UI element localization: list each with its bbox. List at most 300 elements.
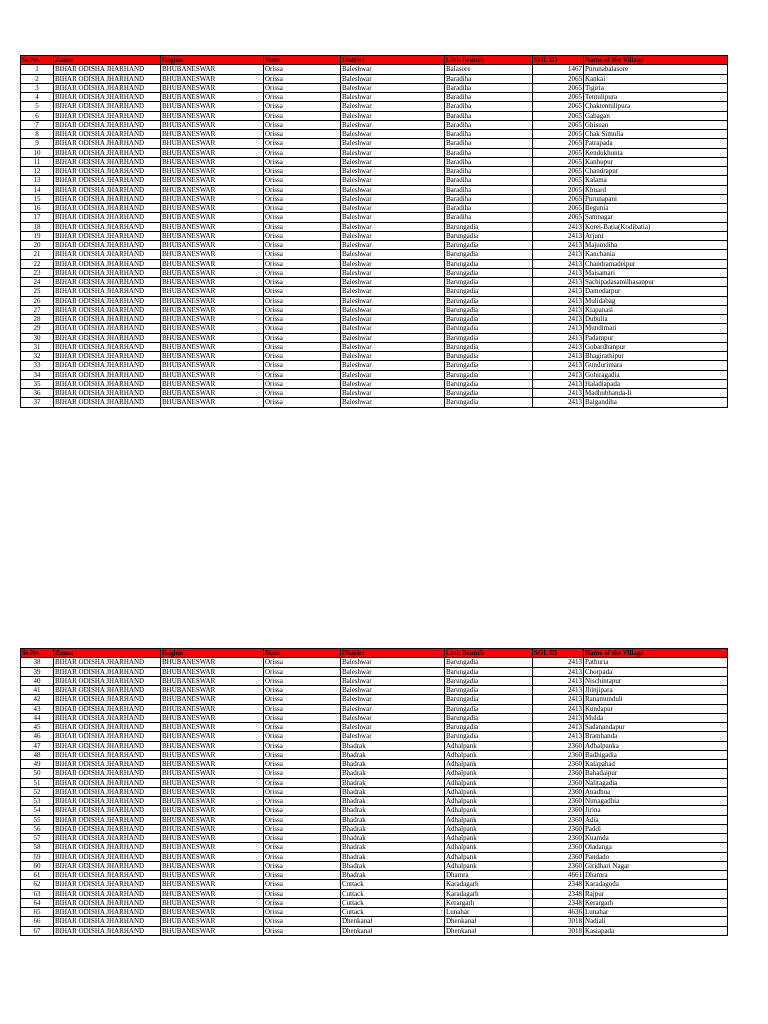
cell-village-name: Nalitagadia: [584, 778, 728, 787]
cell-state: Orissa: [264, 880, 341, 889]
cell-village-name: Ghisuan: [584, 120, 728, 129]
table-header: [21, 56, 728, 65]
cell-zone: BIHAR ODISHA JHARHAND: [54, 898, 161, 907]
cell-sol-id: 2348: [533, 898, 584, 907]
cell-zone: BIHAR ODISHA JHARHAND: [54, 713, 161, 722]
cell-sr-no: 63: [21, 889, 54, 898]
cell-sol-id: 2065: [533, 167, 584, 176]
cell-link-branch: Baradiha: [445, 176, 533, 185]
cell-district: Bhadrak: [341, 769, 445, 778]
cell-state: Orissa: [264, 806, 341, 815]
cell-village-name: Chorpada: [584, 667, 728, 676]
cell-village-name: Mulidabag: [584, 296, 728, 305]
cell-sol-id: 2065: [533, 194, 584, 203]
cell-state: Orissa: [264, 296, 341, 305]
cell-district: Baleshwar: [341, 342, 445, 351]
cell-link-branch: Barungadia: [445, 231, 533, 240]
cell-link-branch: Adhalpank: [445, 824, 533, 833]
table-row: [21, 111, 728, 120]
cell-sol-id: 2413: [533, 259, 584, 268]
cell-state: Orissa: [264, 852, 341, 861]
cell-village-name: Nischintapur: [584, 676, 728, 685]
cell-district: Baleshwar: [341, 713, 445, 722]
cell-zone: BIHAR ODISHA JHARHAND: [54, 370, 161, 379]
cell-district: Bhadrak: [341, 778, 445, 787]
cell-state: Orissa: [264, 815, 341, 824]
cell-zone: BIHAR ODISHA JHARHAND: [54, 750, 161, 759]
cell-state: Orissa: [264, 315, 341, 324]
cell-sol-id: 2413: [533, 250, 584, 259]
table-row: [21, 278, 728, 287]
cell-zone: BIHAR ODISHA JHARHAND: [54, 852, 161, 861]
cell-region: BHUBANESWAR: [161, 287, 264, 296]
cell-sr-no: 64: [21, 898, 54, 907]
cell-link-branch: Dhenkanal: [445, 926, 533, 935]
cell-link-branch: Barungadia: [445, 667, 533, 676]
cell-sr-no: 39: [21, 667, 54, 676]
cell-link-branch: Barungadia: [445, 695, 533, 704]
cell-sr-no: 16: [21, 204, 54, 213]
table-row: [21, 241, 728, 250]
cell-sol-id: 1467: [533, 65, 584, 74]
cell-zone: BIHAR ODISHA JHARHAND: [54, 259, 161, 268]
table-row: [21, 176, 728, 185]
table-row: [21, 259, 728, 268]
cell-village-name: Sachipadasamilhasanpur: [584, 278, 728, 287]
cell-sr-no: 28: [21, 315, 54, 324]
cell-link-branch: Baradiha: [445, 185, 533, 194]
cell-village-name: Kendukhunta: [584, 148, 728, 157]
cell-sr-no: 18: [21, 222, 54, 231]
cell-state: Orissa: [264, 676, 341, 685]
cell-sr-no: 14: [21, 185, 54, 194]
cell-sr-no: 30: [21, 333, 54, 342]
cell-state: Orissa: [264, 686, 341, 695]
cell-sol-id: 3018: [533, 917, 584, 926]
cell-link-branch: Baradiha: [445, 93, 533, 102]
cell-link-branch: Adhalpank: [445, 778, 533, 787]
cell-sr-no: 60: [21, 861, 54, 870]
cell-state: Orissa: [264, 861, 341, 870]
table-row: [21, 305, 728, 314]
cell-state: Orissa: [264, 713, 341, 722]
cell-zone: BIHAR ODISHA JHARHAND: [54, 723, 161, 732]
cell-village-name: Samnagar: [584, 213, 728, 222]
cell-sr-no: 42: [21, 695, 54, 704]
cell-sol-id: 2360: [533, 769, 584, 778]
cell-state: Orissa: [264, 139, 341, 148]
cell-state: Orissa: [264, 898, 341, 907]
cell-district: Baleshwar: [341, 120, 445, 129]
cell-sol-id: 2413: [533, 370, 584, 379]
cell-link-branch: Baradiha: [445, 167, 533, 176]
cell-district: Baleshwar: [341, 324, 445, 333]
cell-village-name: Baigandiha: [584, 398, 728, 407]
cell-sr-no: 52: [21, 787, 54, 796]
cell-sol-id: 2413: [533, 723, 584, 732]
table-row: [21, 222, 728, 231]
cell-region: BHUBANESWAR: [161, 852, 264, 861]
table-row: [21, 315, 728, 324]
cell-link-branch: Barungadia: [445, 370, 533, 379]
cell-village-name: Damodarpur: [584, 287, 728, 296]
cell-state: Orissa: [264, 222, 341, 231]
cell-district: Baleshwar: [341, 102, 445, 111]
cell-region: BHUBANESWAR: [161, 194, 264, 203]
cell-village-name: Maisamari: [584, 268, 728, 277]
table-row: [21, 871, 728, 880]
cell-sol-id: 2360: [533, 861, 584, 870]
cell-region: BHUBANESWAR: [161, 741, 264, 750]
cell-sol-id: 2413: [533, 732, 584, 741]
cell-sol-id: 2360: [533, 778, 584, 787]
cell-sr-no: 36: [21, 389, 54, 398]
cell-sr-no: 46: [21, 732, 54, 741]
cell-sr-no: 24: [21, 278, 54, 287]
cell-village-name: Chandramadeipur: [584, 259, 728, 268]
cell-sol-id: 2413: [533, 676, 584, 685]
cell-link-branch: Barungadia: [445, 305, 533, 314]
cell-district: Bhadrak: [341, 787, 445, 796]
cell-state: Orissa: [264, 324, 341, 333]
cell-sr-no: 50: [21, 769, 54, 778]
cell-zone: BIHAR ODISHA JHARHAND: [54, 130, 161, 139]
cell-zone: BIHAR ODISHA JHARHAND: [54, 241, 161, 250]
cell-district: Baleshwar: [341, 315, 445, 324]
cell-state: Orissa: [264, 871, 341, 880]
cell-village-name: Tigiria: [584, 83, 728, 92]
cell-district: Baleshwar: [341, 213, 445, 222]
cell-region: BHUBANESWAR: [161, 750, 264, 759]
cell-village-name: Chandrapur: [584, 167, 728, 176]
cell-district: Baleshwar: [341, 222, 445, 231]
cell-district: Baleshwar: [341, 278, 445, 287]
cell-sr-no: 55: [21, 815, 54, 824]
cell-state: Orissa: [264, 778, 341, 787]
header-link-branch: Link Branch: [445, 56, 533, 65]
cell-village-name: Dhamra: [584, 871, 728, 880]
table-row: [21, 695, 728, 704]
cell-sr-no: 17: [21, 213, 54, 222]
cell-sr-no: 66: [21, 917, 54, 926]
table-row: [21, 880, 728, 889]
cell-sr-no: 31: [21, 342, 54, 351]
cell-sr-no: 57: [21, 834, 54, 843]
cell-zone: BIHAR ODISHA JHARHAND: [54, 222, 161, 231]
cell-village-name: Padampur: [584, 333, 728, 342]
cell-district: Dhenkanal: [341, 917, 445, 926]
cell-zone: BIHAR ODISHA JHARHAND: [54, 769, 161, 778]
cell-sol-id: 4636: [533, 908, 584, 917]
cell-zone: BIHAR ODISHA JHARHAND: [54, 102, 161, 111]
cell-state: Orissa: [264, 750, 341, 759]
cell-district: Baleshwar: [341, 167, 445, 176]
cell-district: Baleshwar: [341, 676, 445, 685]
cell-sr-no: 43: [21, 704, 54, 713]
table-row: [21, 361, 728, 370]
cell-sr-no: 56: [21, 824, 54, 833]
cell-sol-id: 2413: [533, 658, 584, 667]
cell-zone: BIHAR ODISHA JHARHAND: [54, 760, 161, 769]
cell-region: BHUBANESWAR: [161, 222, 264, 231]
cell-sr-no: 27: [21, 305, 54, 314]
cell-zone: BIHAR ODISHA JHARHAND: [54, 834, 161, 843]
cell-state: Orissa: [264, 908, 341, 917]
cell-village-name: Mulda: [584, 713, 728, 722]
table-row: [21, 769, 728, 778]
cell-region: BHUBANESWAR: [161, 723, 264, 732]
cell-region: BHUBANESWAR: [161, 157, 264, 166]
cell-sol-id: 2413: [533, 379, 584, 388]
cell-region: BHUBANESWAR: [161, 231, 264, 240]
cell-region: BHUBANESWAR: [161, 204, 264, 213]
cell-link-branch: Barungadia: [445, 361, 533, 370]
cell-sr-no: 6: [21, 111, 54, 120]
cell-district: Baleshwar: [341, 111, 445, 120]
table-row: [21, 231, 728, 240]
cell-zone: BIHAR ODISHA JHARHAND: [54, 676, 161, 685]
cell-state: Orissa: [264, 305, 341, 314]
cell-zone: BIHAR ODISHA JHARHAND: [54, 139, 161, 148]
table-row: [21, 843, 728, 852]
cell-village-name: Giridhari Nagar: [584, 861, 728, 870]
table-row: [21, 324, 728, 333]
cell-zone: BIHAR ODISHA JHARHAND: [54, 268, 161, 277]
header-state: State: [264, 56, 341, 65]
cell-link-branch: Barungadia: [445, 676, 533, 685]
cell-village-name: Bahadaipur: [584, 769, 728, 778]
cell-village-name: Patrapada: [584, 139, 728, 148]
cell-sol-id: 2413: [533, 222, 584, 231]
cell-sol-id: 2360: [533, 815, 584, 824]
cell-link-branch: Barungadia: [445, 723, 533, 732]
cell-village-name: Paddi: [584, 824, 728, 833]
cell-sol-id: 2065: [533, 176, 584, 185]
cell-district: Baleshwar: [341, 74, 445, 83]
cell-link-branch: Baradiha: [445, 102, 533, 111]
cell-zone: BIHAR ODISHA JHARHAND: [54, 352, 161, 361]
cell-zone: BIHAR ODISHA JHARHAND: [54, 305, 161, 314]
cell-state: Orissa: [264, 268, 341, 277]
cell-region: BHUBANESWAR: [161, 130, 264, 139]
cell-zone: BIHAR ODISHA JHARHAND: [54, 213, 161, 222]
table-row: [21, 379, 728, 388]
cell-region: BHUBANESWAR: [161, 871, 264, 880]
cell-village-name: Nimagadhia: [584, 797, 728, 806]
cell-link-branch: Adhalpank: [445, 852, 533, 861]
cell-state: Orissa: [264, 259, 341, 268]
cell-link-branch: Barungadia: [445, 324, 533, 333]
cell-region: BHUBANESWAR: [161, 65, 264, 74]
cell-zone: BIHAR ODISHA JHARHAND: [54, 361, 161, 370]
cell-sol-id: 2413: [533, 695, 584, 704]
table-row: [21, 139, 728, 148]
cell-state: Orissa: [264, 787, 341, 796]
cell-link-branch: Barungadia: [445, 342, 533, 351]
cell-village-name: Khuard: [584, 185, 728, 194]
cell-region: BHUBANESWAR: [161, 713, 264, 722]
cell-region: BHUBANESWAR: [161, 250, 264, 259]
cell-zone: BIHAR ODISHA JHARHAND: [54, 926, 161, 935]
cell-zone: BIHAR ODISHA JHARHAND: [54, 806, 161, 815]
cell-district: Baleshwar: [341, 667, 445, 676]
cell-zone: BIHAR ODISHA JHARHAND: [54, 797, 161, 806]
cell-sol-id: 2065: [533, 157, 584, 166]
cell-region: BHUBANESWAR: [161, 324, 264, 333]
cell-link-branch: Baradiha: [445, 111, 533, 120]
cell-link-branch: Adhalpank: [445, 769, 533, 778]
cell-district: Baleshwar: [341, 389, 445, 398]
cell-link-branch: Barungadia: [445, 296, 533, 305]
cell-link-branch: Barungadia: [445, 222, 533, 231]
cell-sr-no: 10: [21, 148, 54, 157]
cell-district: Bhadrak: [341, 824, 445, 833]
cell-zone: BIHAR ODISHA JHARHAND: [54, 917, 161, 926]
cell-sr-no: 40: [21, 676, 54, 685]
cell-state: Orissa: [264, 130, 341, 139]
cell-sr-no: 34: [21, 370, 54, 379]
cell-region: BHUBANESWAR: [161, 305, 264, 314]
cell-sol-id: 3018: [533, 926, 584, 935]
cell-state: Orissa: [264, 889, 341, 898]
cell-state: Orissa: [264, 241, 341, 250]
cell-region: BHUBANESWAR: [161, 333, 264, 342]
table-row: [21, 148, 728, 157]
cell-zone: BIHAR ODISHA JHARHAND: [54, 824, 161, 833]
cell-district: Baleshwar: [341, 723, 445, 732]
cell-sr-no: 11: [21, 157, 54, 166]
table-row: [21, 889, 728, 898]
cell-sr-no: 1: [21, 65, 54, 74]
cell-village-name: Kalama: [584, 176, 728, 185]
cell-link-branch: Adhalpank: [445, 834, 533, 843]
table-row: [21, 102, 728, 111]
cell-sol-id: 2413: [533, 268, 584, 277]
cell-state: Orissa: [264, 723, 341, 732]
cell-district: Baleshwar: [341, 176, 445, 185]
cell-district: Baleshwar: [341, 370, 445, 379]
cell-zone: BIHAR ODISHA JHARHAND: [54, 278, 161, 287]
header-region: Region: [161, 649, 264, 658]
header-state: State: [264, 649, 341, 658]
cell-village-name: Purunabalasore: [584, 65, 728, 74]
cell-sr-no: 2: [21, 74, 54, 83]
cell-village-name: Kanchania: [584, 250, 728, 259]
cell-state: Orissa: [264, 769, 341, 778]
cell-region: BHUBANESWAR: [161, 398, 264, 407]
cell-region: BHUBANESWAR: [161, 111, 264, 120]
cell-sol-id: 2413: [533, 287, 584, 296]
cell-zone: BIHAR ODISHA JHARHAND: [54, 667, 161, 676]
cell-zone: BIHAR ODISHA JHARHAND: [54, 324, 161, 333]
cell-village-name: Anadhua: [584, 787, 728, 796]
cell-link-branch: Adhalpank: [445, 797, 533, 806]
cell-sr-no: 65: [21, 908, 54, 917]
cell-zone: BIHAR ODISHA JHARHAND: [54, 658, 161, 667]
cell-region: BHUBANESWAR: [161, 120, 264, 129]
cell-village-name: Adhalpanka: [584, 741, 728, 750]
cell-sr-no: 20: [21, 241, 54, 250]
cell-district: Cuttack: [341, 898, 445, 907]
header-district: District: [341, 56, 445, 65]
cell-sr-no: 37: [21, 398, 54, 407]
header-sr-no: Sr.No.: [21, 56, 54, 65]
cell-district: Baleshwar: [341, 93, 445, 102]
cell-sr-no: 53: [21, 797, 54, 806]
table-row: [21, 926, 728, 935]
cell-district: Bhadrak: [341, 750, 445, 759]
cell-village-name: Begunia: [584, 204, 728, 213]
table-row: [21, 732, 728, 741]
table-row: [21, 667, 728, 676]
cell-village-name: Kerargarh: [584, 898, 728, 907]
cell-zone: BIHAR ODISHA JHARHAND: [54, 389, 161, 398]
cell-sol-id: 2413: [533, 324, 584, 333]
cell-district: Bhadrak: [341, 861, 445, 870]
cell-district: Bhadrak: [341, 760, 445, 769]
table-row: [21, 268, 728, 277]
cell-sol-id: 2065: [533, 120, 584, 129]
cell-sr-no: 47: [21, 741, 54, 750]
cell-state: Orissa: [264, 194, 341, 203]
cell-sol-id: 2348: [533, 880, 584, 889]
cell-region: BHUBANESWAR: [161, 787, 264, 796]
cell-region: BHUBANESWAR: [161, 379, 264, 388]
cell-district: Baleshwar: [341, 287, 445, 296]
header-zones: Zones: [54, 56, 161, 65]
cell-sr-no: 19: [21, 231, 54, 240]
table-body: [21, 658, 728, 936]
cell-link-branch: Adhalpank: [445, 750, 533, 759]
cell-region: BHUBANESWAR: [161, 880, 264, 889]
cell-zone: BIHAR ODISHA JHARHAND: [54, 93, 161, 102]
cell-link-branch: Baradiha: [445, 74, 533, 83]
cell-sol-id: 2065: [533, 130, 584, 139]
table-row: [21, 287, 728, 296]
header-region: Region: [161, 56, 264, 65]
cell-zone: BIHAR ODISHA JHARHAND: [54, 204, 161, 213]
cell-state: Orissa: [264, 333, 341, 342]
table-row: [21, 157, 728, 166]
cell-sol-id: 2413: [533, 333, 584, 342]
cell-state: Orissa: [264, 352, 341, 361]
cell-link-branch: Adhalpank: [445, 760, 533, 769]
cell-district: Baleshwar: [341, 695, 445, 704]
cell-zone: BIHAR ODISHA JHARHAND: [54, 120, 161, 129]
cell-sol-id: 2065: [533, 185, 584, 194]
cell-sr-no: 25: [21, 287, 54, 296]
cell-region: BHUBANESWAR: [161, 824, 264, 833]
cell-sr-no: 12: [21, 167, 54, 176]
cell-zone: BIHAR ODISHA JHARHAND: [54, 111, 161, 120]
cell-sr-no: 23: [21, 268, 54, 277]
cell-link-branch: Baradiha: [445, 130, 533, 139]
cell-link-branch: Barungadia: [445, 732, 533, 741]
cell-link-branch: Barungadia: [445, 379, 533, 388]
cell-district: Baleshwar: [341, 398, 445, 407]
cell-state: Orissa: [264, 120, 341, 129]
cell-zone: BIHAR ODISHA JHARHAND: [54, 167, 161, 176]
cell-village-name: Kuamda: [584, 834, 728, 843]
cell-link-branch: Adhalpank: [445, 861, 533, 870]
cell-sr-no: 9: [21, 139, 54, 148]
table-row: [21, 713, 728, 722]
cell-village-name: Karadagoda: [584, 880, 728, 889]
cell-district: Baleshwar: [341, 139, 445, 148]
cell-district: Dhenkanal: [341, 926, 445, 935]
cell-district: Bhadrak: [341, 852, 445, 861]
cell-link-branch: Barungadia: [445, 278, 533, 287]
